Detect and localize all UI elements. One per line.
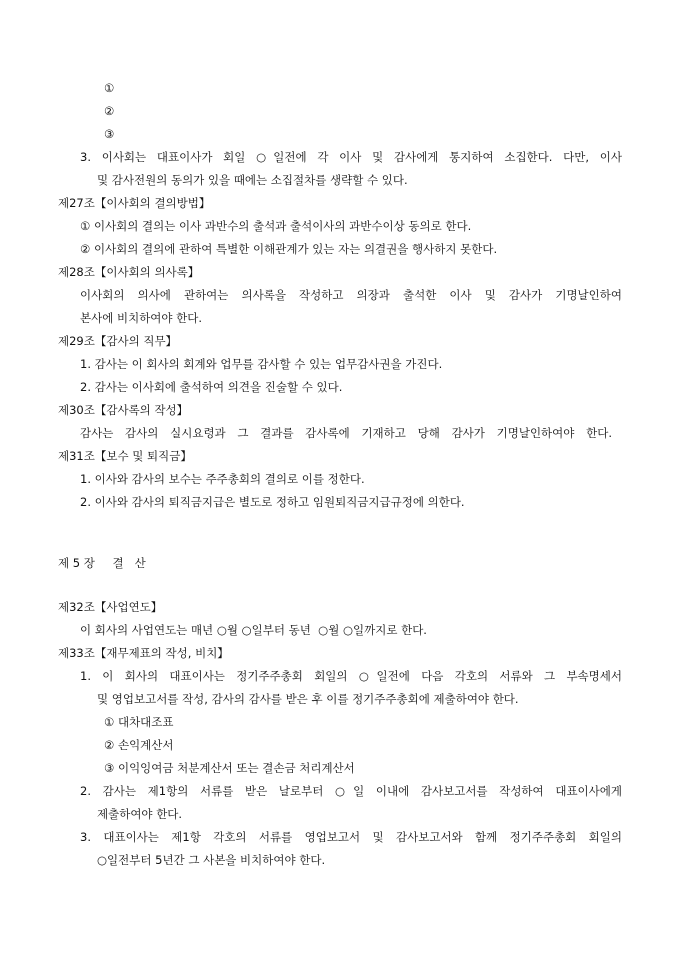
- art33-item1-line2: 및 영업보고서를 작성, 감사의 감사를 받은 후 이를 정기주주총회에 제출하여야 한다.: [97, 692, 519, 706]
- art33-subitem-1: ① 대차대조표: [104, 715, 174, 729]
- art28-line2: 본사에 비치하여야 한다.: [80, 311, 203, 325]
- art29-item2: 2. 감사는 이사회에 출석하여 의견을 진술할 수 있다.: [80, 380, 343, 394]
- art31-item2: 2. 이사와 감사의 퇴직금지급은 별도로 정하고 임원퇴직금지급규정에 의한다.: [80, 495, 465, 509]
- art33-title: 제33조【재무제표의 작성, 비치】: [58, 646, 229, 660]
- art33-item1-line1: 1. 이 회사의 대표이사는 정기주주총회 회일의 ○일전에 다음 각호의 서류와 그 부속명세서: [80, 669, 622, 683]
- list-mark-3: ③: [104, 127, 115, 141]
- art26-item3-line2: 및 감사전원의 동의가 있을 때에는 소집절차를 생략할 수 있다.: [97, 173, 408, 187]
- art33-subitem-2: ② 손익계산서: [104, 738, 174, 752]
- list-mark-1: ①: [104, 81, 115, 95]
- art27-item1: ① 이사회의 결의는 이사 과반수의 출석과 출석이사의 과반수이상 동의로 한다.: [80, 219, 472, 233]
- art30-line1: 감사는 감사의 실시요령과 그 결과를 감사록에 기재하고 당해 감사가 기명날인하여야 한다.: [80, 426, 612, 440]
- art27-item2: ② 이사회의 결의에 관하여 특별한 이해관계가 있는 자는 의결권을 행사하지 못한다.: [80, 242, 498, 256]
- art29-item1: 1. 감사는 이 회사의 회계와 업무를 감사할 수 있는 업무감사권을 가진다.: [80, 357, 443, 371]
- art33-item2-line1: 2. 감사는 제1항의 서류를 받은 날로부터 ○일 이내에 감사보고서를 작성하여 대표이사에게: [80, 784, 622, 798]
- art33-item3-line2: ○일전부터 5년간 그 사본을 비치하여야 한다.: [97, 853, 326, 867]
- art27-title: 제27조【이사회의 결의방법】: [58, 196, 211, 210]
- art26-item3-line1: 3. 이사회는 대표이사가 회일 ○일전에 각 이사 및 감사에게 통지하여 소집한다. 다만, 이사: [80, 150, 622, 164]
- list-mark-2: ②: [104, 104, 115, 118]
- art31-title: 제31조【보수 및 퇴직금】: [58, 449, 192, 463]
- art28-line1: 이사회의 의사에 관하여는 의사록을 작성하고 의장과 출석한 이사 및 감사가 기명날인하여: [80, 288, 622, 302]
- art28-title: 제28조【이사회의 의사록】: [58, 265, 200, 279]
- art33-item2-line2: 제출하여야 한다.: [97, 807, 183, 821]
- art32-line1: 이 회사의 사업연도는 매년 ○월 ○일부터 동년 ○월 ○일까지로 한다.: [80, 623, 427, 637]
- chapter-title: 결 산: [112, 556, 146, 570]
- art29-title: 제29조【감사의 직무】: [58, 334, 178, 348]
- art32-title: 제32조【사업연도】: [58, 600, 163, 614]
- art31-item1: 1. 이사와 감사의 보수는 주주총회의 결의로 이를 정한다.: [80, 472, 365, 486]
- chapter-number: 제 5 장: [58, 556, 95, 570]
- art33-item3-line1: 3. 대표이사는 제1항 각호의 서류를 영업보고서 및 감사보고서와 함께 정기주주총회 회일의: [80, 830, 622, 844]
- art30-title: 제30조【감사록의 작성】: [58, 403, 189, 417]
- art33-subitem-3: ③ 이익잉여금 처분계산서 또는 결손금 처리계산서: [104, 761, 355, 775]
- chapter-heading: [58, 555, 146, 571]
